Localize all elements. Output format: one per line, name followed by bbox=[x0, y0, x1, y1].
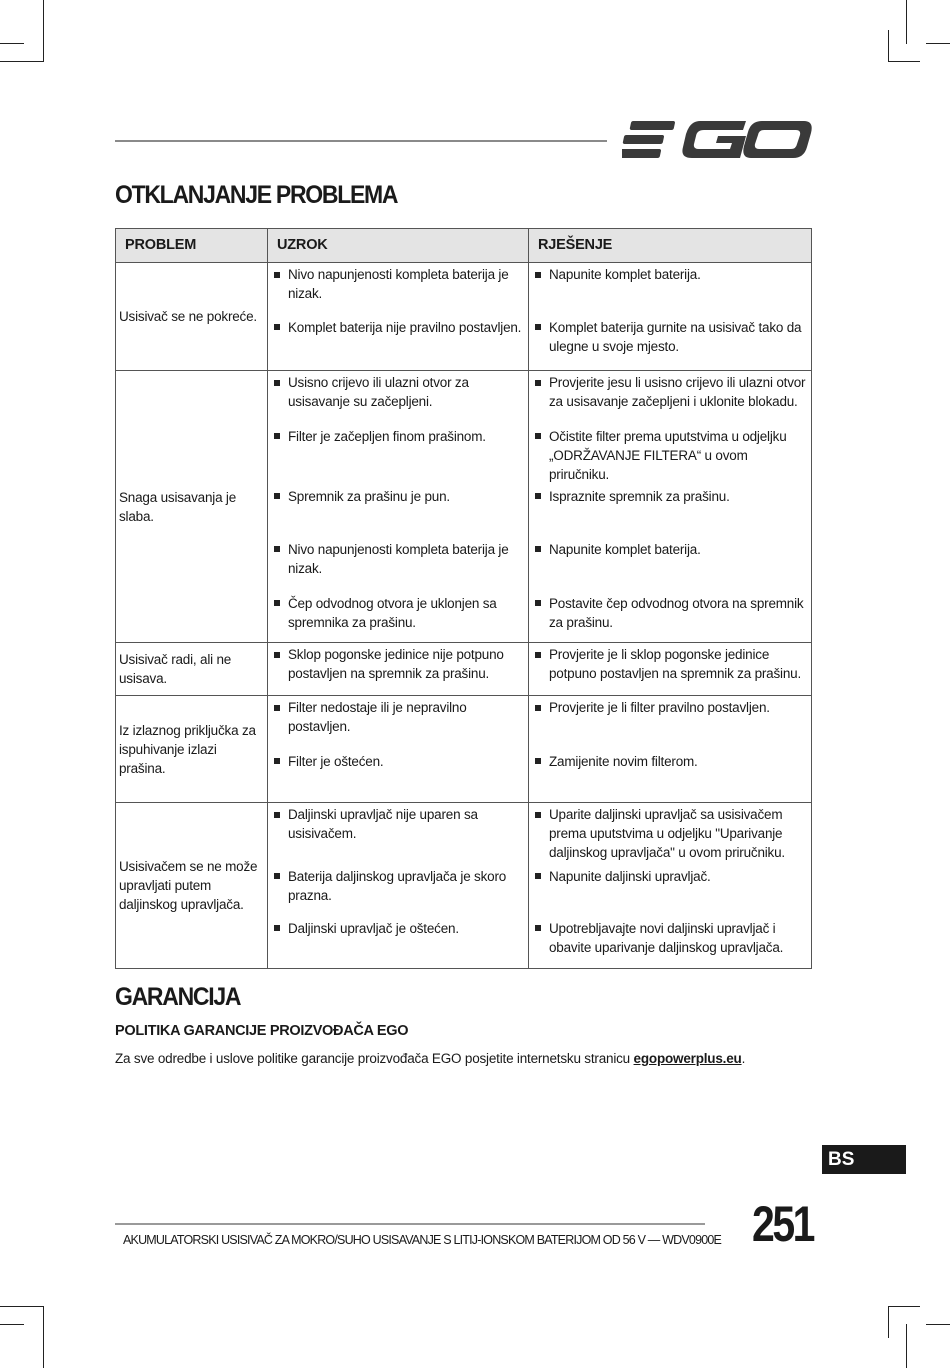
warranty-text bbox=[115, 1051, 815, 1066]
cause-item: Filter nedostaje ili je nepravilno postavljen. bbox=[268, 696, 528, 736]
solution-cell bbox=[529, 371, 812, 425]
cause-cell bbox=[268, 643, 529, 696]
cause-cell bbox=[268, 864, 529, 916]
warranty-heading: GARANCIJA bbox=[115, 983, 241, 1011]
solution-cell bbox=[529, 864, 812, 916]
solution-item: Ispraznite spremnik za prašinu. bbox=[529, 484, 811, 506]
cause-item: Daljinski upravljač je oštećen. bbox=[268, 916, 528, 938]
solution-item: Napunite komplet baterija. bbox=[529, 537, 811, 559]
cause-cell bbox=[268, 263, 529, 316]
crop-mark bbox=[0, 1324, 24, 1325]
crop-mark bbox=[0, 1306, 44, 1307]
solution-cell bbox=[529, 484, 812, 537]
crop-mark bbox=[888, 61, 920, 62]
solution-item: Zamijenite novim filterom. bbox=[529, 749, 811, 771]
page-title: OTKLANJANJE PROBLEMA bbox=[115, 181, 398, 209]
solution-cell bbox=[529, 537, 812, 591]
crop-mark bbox=[906, 0, 907, 44]
table-row bbox=[116, 643, 812, 696]
solution-item: Provjerite jesu li usisno crijevo ili ulazni otvor za usisavanje začepljeni i uklonite blokadu. bbox=[529, 371, 811, 411]
solution-item: Uparite daljinski upravljač sa usisivačem prema uputstvima u odjeljku "Uparivanje daljinskog upravljača" u ovom priručniku. bbox=[529, 803, 811, 862]
cause-cell bbox=[268, 371, 529, 425]
solution-cell bbox=[529, 263, 812, 316]
warranty-subheading: POLITIKA GARANCIJE PROIZVOĐAČA EGO bbox=[115, 1023, 409, 1039]
cause-item: Filter je začepljen finom prašinom. bbox=[268, 424, 528, 446]
table-row bbox=[116, 263, 812, 316]
crop-mark bbox=[43, 1306, 44, 1368]
table-row bbox=[116, 371, 812, 425]
crop-mark bbox=[888, 1306, 889, 1338]
solution-cell bbox=[529, 591, 812, 643]
crop-mark bbox=[926, 43, 950, 44]
column-header-cause: UZROK bbox=[268, 229, 529, 263]
language-badge: BS bbox=[822, 1145, 906, 1174]
cause-item: Sklop pogonske jedinice nije potpuno postavljen na spremnik za prašinu. bbox=[268, 643, 528, 683]
column-header-problem: PROBLEM bbox=[116, 229, 268, 263]
cause-cell bbox=[268, 749, 529, 803]
ego-logo bbox=[622, 118, 812, 162]
cause-cell bbox=[268, 696, 529, 750]
table-row bbox=[116, 696, 812, 750]
cause-item: Daljinski upravljač nije uparen sa usisivačem. bbox=[268, 803, 528, 843]
solution-item: Napunite daljinski upravljač. bbox=[529, 864, 811, 886]
cause-cell bbox=[268, 916, 529, 969]
solution-item: Provjerite je li sklop pogonske jedinice potpuno postavljen na spremnik za prašinu. bbox=[529, 643, 811, 683]
solution-item: Napunite komplet baterija. bbox=[529, 263, 811, 284]
problem-cell: Snaga usisavanja je slaba. bbox=[116, 371, 268, 643]
troubleshooting-table bbox=[115, 228, 812, 969]
crop-mark bbox=[888, 30, 889, 62]
header-rule bbox=[115, 140, 607, 142]
solution-cell bbox=[529, 916, 812, 969]
problem-cell: Usisivač se ne pokreće. bbox=[116, 263, 268, 371]
cause-item: Nivo napunjenosti kompleta baterija je nizak. bbox=[268, 263, 528, 303]
crop-mark bbox=[0, 43, 24, 44]
solution-cell bbox=[529, 424, 812, 484]
solution-cell bbox=[529, 803, 812, 865]
solution-item: Postavite čep odvodnog otvora na spremnik za prašinu. bbox=[529, 591, 811, 632]
cause-item: Nivo napunjenosti kompleta baterija je nizak. bbox=[268, 537, 528, 578]
solution-cell bbox=[529, 696, 812, 750]
crop-mark bbox=[906, 1324, 907, 1368]
crop-mark bbox=[888, 1306, 920, 1307]
cause-cell bbox=[268, 315, 529, 371]
crop-mark bbox=[0, 61, 44, 62]
solution-item: Upotrebljavajte novi daljinski upravljač i obavite uparivanje daljinskog upravljača. bbox=[529, 916, 811, 957]
cause-cell bbox=[268, 803, 529, 865]
solution-item: Očistite filter prema uputstvima u odjeljku „ODRŽAVANJE FILTERA“ u ovom priručniku. bbox=[529, 424, 811, 484]
cause-item: Komplet baterija nije pravilno postavljen. bbox=[268, 315, 528, 337]
warranty-link[interactable]: egopowerplus.eu bbox=[633, 1051, 742, 1066]
table-row bbox=[116, 803, 812, 865]
warranty-text-body: Za sve odredbe i uslove politike garancije proizvođača EGO posjetite internetsku stranicu bbox=[115, 1051, 634, 1066]
cause-item: Spremnik za prašinu je pun. bbox=[268, 484, 528, 506]
cause-cell bbox=[268, 484, 529, 537]
cause-cell bbox=[268, 424, 529, 484]
crop-mark bbox=[926, 1324, 950, 1325]
solution-cell bbox=[529, 315, 812, 371]
cause-item: Filter je oštećen. bbox=[268, 749, 528, 771]
solution-cell bbox=[529, 643, 812, 696]
problem-cell: Usisivačem se ne može upravljati putem daljinskog upravljača. bbox=[116, 803, 268, 969]
table-header-row bbox=[116, 229, 812, 263]
column-header-solution: RJEŠENJE bbox=[529, 229, 812, 263]
solution-item: Komplet baterija gurnite na usisivač tako da ulegne u svoje mjesto. bbox=[529, 315, 811, 356]
footer-rule bbox=[115, 1223, 705, 1225]
warranty-text-end: . bbox=[741, 1051, 746, 1066]
cause-item: Čep odvodnog otvora je uklonjen sa spremnika za prašinu. bbox=[268, 591, 528, 632]
cause-item: Usisno crijevo ili ulazni otvor za usisavanje su začepljeni. bbox=[268, 371, 528, 411]
cause-cell bbox=[268, 537, 529, 591]
problem-cell: Usisivač radi, ali ne usisava. bbox=[116, 643, 268, 696]
solution-item: Provjerite je li filter pravilno postavljen. bbox=[529, 696, 811, 717]
footer-product-name: AKUMULATORSKI USISIVAČ ZA MOKRO/SUHO USISAVANJE S LITIJ-IONSKOM BATERIJOM OD 56 V — WDV0900E bbox=[123, 1233, 722, 1247]
crop-mark bbox=[43, 0, 44, 62]
solution-cell bbox=[529, 749, 812, 803]
problem-cell: Iz izlaznog priključka za ispuhivanje izlazi prašina. bbox=[116, 696, 268, 803]
cause-item: Baterija daljinskog upravljača je skoro prazna. bbox=[268, 864, 528, 905]
page-number: 251 bbox=[752, 1196, 814, 1252]
cause-cell bbox=[268, 591, 529, 643]
